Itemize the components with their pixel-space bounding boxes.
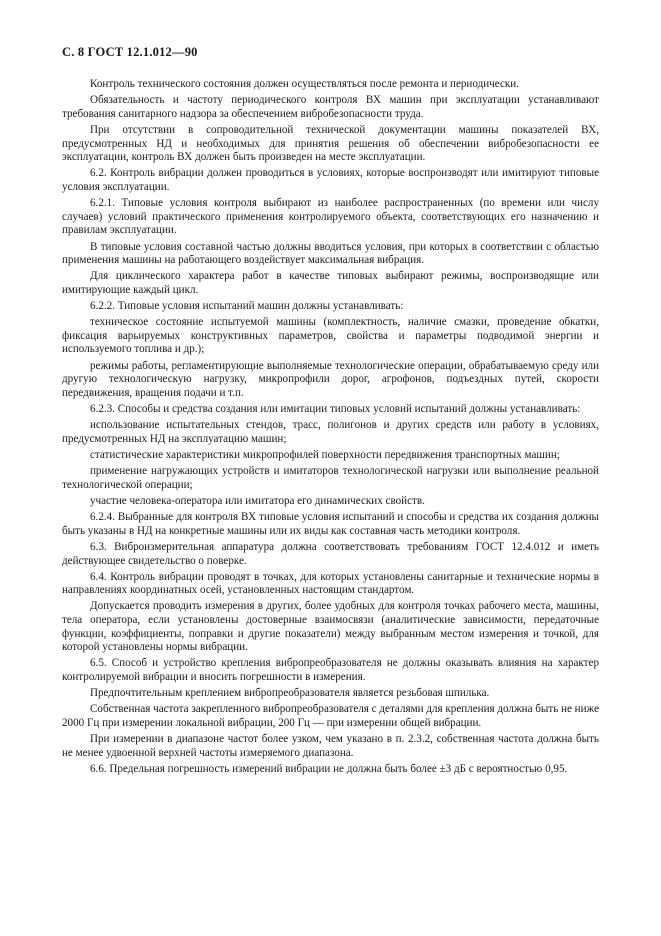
paragraph: статистические характеристики микропрофилей поверхности передвижения транспортных машин; [90,448,560,461]
paragraph: Обязательность и частоту периодического контроля ВХ машин при эксплуатации устанавливают требования санитарного надзора за обеспечением вибробезопасности труда. [62,94,599,120]
paragraph: Для циклического характера работ в качестве типовых выбирают режимы, воспроизводящие или имитирующие каждый цикл. [62,270,599,296]
paragraph: использование испытательных стендов, трасс, полигонов и других средств или работу в условиях, предусмотренных НД на эксплуатацию машин; [62,419,599,445]
paragraph: Допускается проводить измерения в других, более удобных для контроля точках рабочего места, машины, тела оператора, если установлены достоверные взаимосвязи (аналитические зависимости, передаточные функции, коэффициенты, поправки и другие показатели) между выбранным местом измерения и точкой, для которой установлены нормы вибрации. [62,600,599,654]
paragraph: 6.4. Контроль вибрации проводят в точках, для которых установлены санитарные и технические нормы в направлениях координатных осей, установленных настоящим стандартом. [62,570,599,597]
paragraph: 6.3. Виброизмерительная аппаратура должна соответствовать требованиям ГОСТ 12.4.012 и иметь действующее свидетельство о поверке. [62,540,599,567]
paragraph: Контроль технического состояния должен осуществляться после ремонта и периодически. [90,78,519,90]
paragraph: Собственная частота закрепленного вибропреобразователя с деталями для крепления должна быть не ниже 2000 Гц при измерении локальной вибрации, 200 Гц — при измерении общей вибрации. [62,703,599,729]
paragraph: Предпочтительным креплением вибропреобразователя является резьбовая шпилька. [90,687,490,700]
paragraph: 6.2. Контроль вибрации должен проводиться в условиях, которые воспроизводят или имитируют типовые условия эксплуатации. [62,167,599,193]
paragraph: 6.2.1. Типовые условия контроля выбирают из наиболее распространенных (по времени или числу случаев) условий практического применения контролируемого объекта, соответствующих его назначению и правилам эксплуатации. [62,197,599,237]
paragraph: При отсутствии в сопроводительной технической документации машины показателей ВХ, предусмотренных НД и необходимых для принятия решения об обеспечении вибробезопасности ее эксплуатации, контроль ВХ должен быть произведен на месте эксплуатации. [62,123,599,164]
paragraph: участие человека-оператора или имитатора его динамических свойств. [90,494,425,507]
document-body [62,78,599,777]
paragraph: 6.6. Предельная погрешность измерений вибрации не должна быть более ±3 дБ с вероятностью 0,95. [90,762,568,775]
paragraph: режимы работы, регламентирующие выполняемые технологические операции, обрабатываемую среду или другую технологическую нагрузку, микропрофили дорог, агрофонов, подъездных путей, скорости передвижения, вращения подачи и т.п. [62,359,599,399]
paragraph: 6.2.3. Способы и средства создания или имитации типовых условий испытаний должны устанавливать: [90,403,581,415]
paragraph: В типовые условия составной частью должны вводиться условия, при которых в соответствии с областью применения машины на работающего воздействует максимальная вибрация. [62,240,599,267]
paragraph: 6.2.4. Выбранные для контроля ВХ типовые условия испытаний и способы и средства их создания должны быть указаны в НД на конкретные машины или их виды как составная часть методики контроля. [62,511,599,537]
page-header: С. 8 ГОСТ 12.1.012—90 [62,45,198,59]
paragraph: применение нагружающих устройств и имитаторов технологической нагрузки или выполнение реальной технологической операции; [62,465,599,491]
paragraph: 6.2.2. Типовые условия испытаний машин должны устанавливать: [90,300,404,313]
paragraph: техническое состояние испытуемой машины (комплектность, наличие смазки, проведение обкатки, фиксация варьируемых конструктивных параметров, свойства и параметры подводимой энергии и используемого топлива и др.); [62,316,599,356]
paragraph: 6.5. Способ и устройство крепления вибропреобразователя не должны оказывать влияния на характер контролируемой вибрации и вносить погрешности в измерения. [62,657,599,684]
paragraph: При измерении в диапазоне частот более узком, чем указано в п. 2.3.2, собственная частота должна быть не менее удвоенной верхней частоты измеряемого диапазона. [62,733,599,759]
